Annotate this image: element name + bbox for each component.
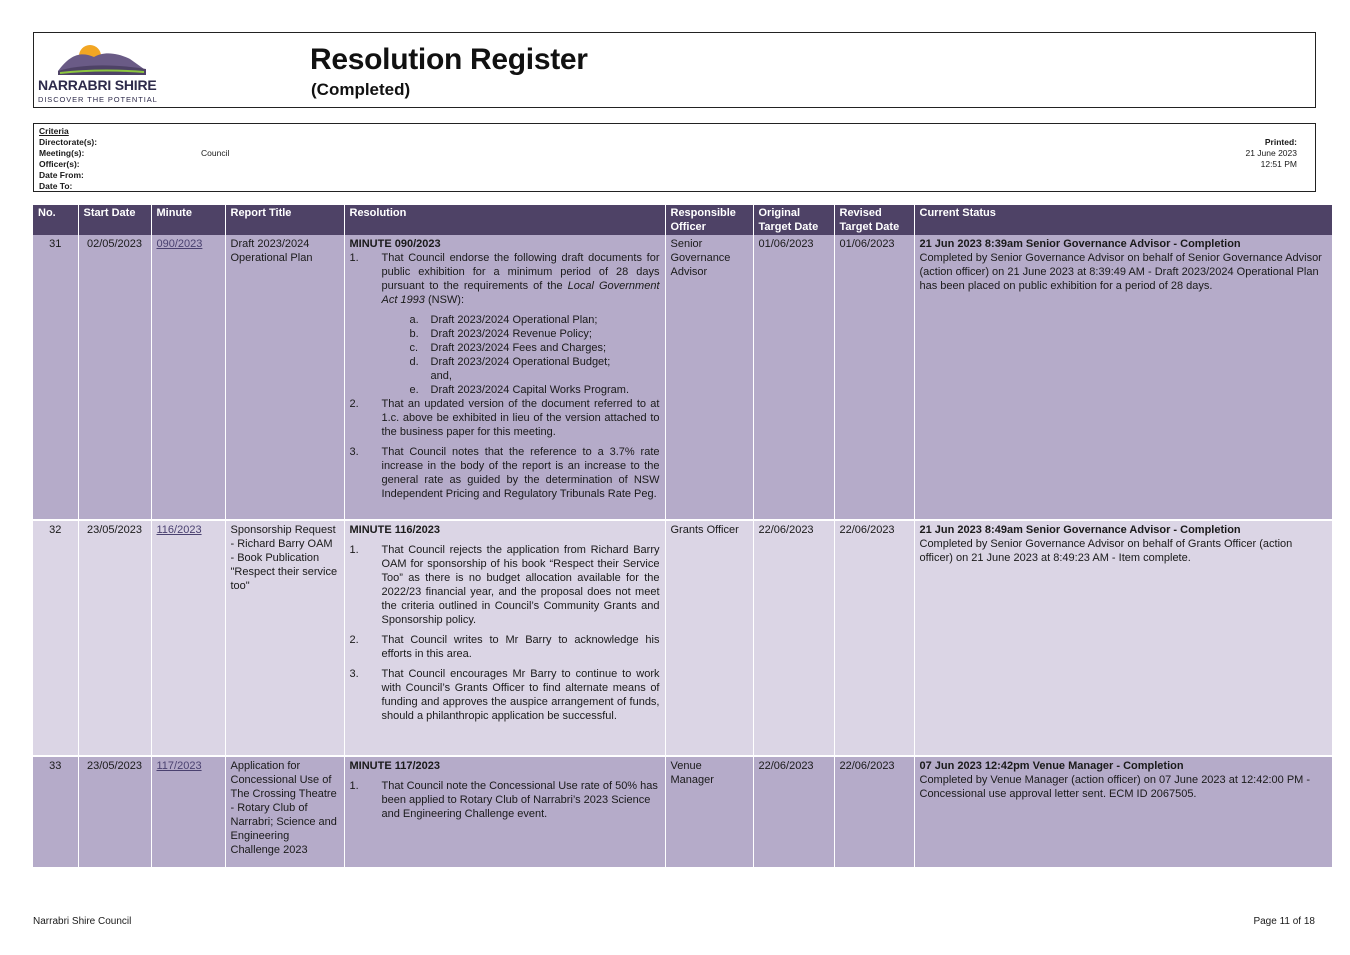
logo-name: NARRABRI SHIRE bbox=[38, 77, 157, 93]
resolution-item bbox=[350, 445, 660, 501]
row-revised-date: 01/06/2023 bbox=[834, 235, 914, 520]
subitem-letter: a. bbox=[409, 314, 419, 326]
subitem-letter: e. bbox=[409, 384, 419, 396]
row-original-date: 01/06/2023 bbox=[753, 235, 834, 520]
table-row bbox=[33, 520, 1332, 756]
resolution-subitem bbox=[350, 383, 660, 397]
row-start-date: 23/05/2023 bbox=[78, 756, 151, 868]
item-text-main: That Council endorse the following draft documents for public exhibition for a minimum period of 28 days pursuant to the requirements of the bbox=[381, 252, 660, 292]
status-heading: 21 Jun 2023 8:49am Senior Governance Advisor - Completion bbox=[919, 524, 1241, 536]
printed-date: 21 June 2023 bbox=[1245, 148, 1297, 158]
subitem-text: Draft 2023/2024 Operational Budget; and, bbox=[430, 356, 611, 382]
row-report-title: Sponsorship Request - Richard Barry OAM - Book Publication "Respect their service too" bbox=[225, 520, 344, 756]
resolution-subitem bbox=[350, 313, 660, 327]
row-resolution bbox=[344, 520, 665, 756]
printed-info bbox=[1245, 137, 1297, 170]
report-header bbox=[33, 32, 1316, 108]
officers-label: Officer(s): bbox=[39, 159, 80, 169]
col-header-original-date: Original Target Date bbox=[753, 205, 834, 235]
row-resolution bbox=[344, 235, 665, 520]
subitem-letter: c. bbox=[409, 342, 419, 354]
row-minute bbox=[151, 235, 225, 520]
item-text: That Council writes to Mr Barry to acknowledge his efforts in this area. bbox=[381, 634, 660, 660]
resolution-item bbox=[350, 633, 660, 661]
resolution-subitem bbox=[350, 327, 660, 341]
row-minute bbox=[151, 520, 225, 756]
minute-link[interactable]: 090/2023 bbox=[156, 238, 203, 250]
minute-link[interactable]: 116/2023 bbox=[156, 524, 202, 536]
row-no: 32 bbox=[33, 520, 78, 756]
item-number: 1. bbox=[349, 252, 359, 264]
directorates-label: Directorate(s): bbox=[39, 137, 98, 147]
printed-label: Printed: bbox=[1264, 137, 1297, 147]
table-header-row bbox=[33, 205, 1332, 235]
resolution-item bbox=[350, 667, 660, 723]
row-original-date: 22/06/2023 bbox=[753, 520, 834, 756]
resolution-heading: MINUTE 116/2023 bbox=[349, 524, 440, 536]
col-header-officer: Responsible Officer bbox=[665, 205, 753, 235]
date-to-label: Date To: bbox=[39, 181, 73, 191]
item-text: That Council encourages Mr Barry to continue to work with Council’s Grants Officer to find alternate means of funding and approves the auspice arrangement of funds, should a philanthropic application be successful. bbox=[381, 668, 660, 722]
col-header-resolution: Resolution bbox=[344, 205, 665, 235]
resolution-subitem bbox=[350, 355, 660, 383]
footer-org: Narrabri Shire Council bbox=[33, 916, 132, 927]
row-no: 33 bbox=[33, 756, 78, 868]
col-header-no: No. bbox=[33, 205, 78, 235]
table-row bbox=[33, 235, 1332, 520]
subitem-text: Draft 2023/2024 Revenue Policy; bbox=[430, 328, 592, 340]
item-act-name: Local Government Act 1993 bbox=[381, 280, 660, 306]
row-report-title: Draft 2023/2024 Operational Plan bbox=[225, 235, 344, 520]
subitem-text: Draft 2023/2024 Capital Works Program. bbox=[430, 384, 629, 396]
row-start-date: 02/05/2023 bbox=[78, 235, 151, 520]
resolution-item bbox=[350, 779, 660, 821]
subitem-letter: b. bbox=[409, 328, 419, 340]
item-text: That Council rejects the application from Richard Barry OAM for sponsorship of his book “Respect their Service Too” as there is no budget allocation available for the 2022/23 financial year, and the proposal does not meet the criteria outlined in Council’s Community Grants and Sponsorship policy. bbox=[381, 544, 660, 626]
meetings-value: Council bbox=[201, 148, 230, 158]
resolution-heading: MINUTE 117/2023 bbox=[349, 760, 440, 772]
item-number: 3. bbox=[349, 668, 359, 680]
col-header-start-date: Start Date bbox=[78, 205, 151, 235]
item-text: That Council note the Concessional Use rate of 50% has been applied to Rotary Club of Narrabri’s 2023 Science and Engineering Challenge event. bbox=[381, 780, 658, 820]
item-text-tail: (NSW): bbox=[427, 294, 465, 306]
item-text: That Council notes that the reference to a 3.7% rate increase in the body of the report is an increase to the general rate as guided by the determination of NSW Independent Pricing and Regulatory Tribunals Rate Peg. bbox=[381, 446, 660, 500]
row-status bbox=[914, 520, 1332, 756]
resolution-heading: MINUTE 090/2023 bbox=[349, 238, 441, 250]
row-status bbox=[914, 756, 1332, 868]
resolution-item bbox=[350, 251, 660, 307]
col-header-status: Current Status bbox=[914, 205, 1332, 235]
status-heading: 07 Jun 2023 12:42pm Venue Manager - Completion bbox=[919, 760, 1184, 772]
page-subtitle: (Completed) bbox=[311, 80, 411, 99]
logo-tagline: DISCOVER THE POTENTIAL bbox=[38, 95, 158, 104]
item-number: 2. bbox=[349, 398, 359, 410]
minute-link[interactable]: 117/2023 bbox=[156, 760, 202, 772]
item-text: That an updated version of the document referred to at 1.c. above be exhibited in lieu of the version attached to the business paper for this meeting. bbox=[381, 398, 660, 438]
subitem-text: Draft 2023/2024 Operational Plan; bbox=[430, 314, 598, 326]
row-report-title: Application for Concessional Use of The Crossing Theatre - Rotary Club of Narrabri; Science and Engineering Challenge 2023 bbox=[225, 756, 344, 868]
resolution-subitem bbox=[350, 341, 660, 355]
criteria-panel bbox=[33, 123, 1316, 192]
row-status bbox=[914, 235, 1332, 520]
date-from-label: Date From: bbox=[39, 170, 84, 180]
subitem-letter: d. bbox=[409, 356, 419, 368]
col-header-revised-date: Revised Target Date bbox=[834, 205, 914, 235]
row-officer: Venue Manager bbox=[665, 756, 753, 868]
footer-page-number: Page 11 of 18 bbox=[1253, 916, 1315, 927]
row-no: 31 bbox=[33, 235, 78, 520]
page-title: Resolution Register bbox=[310, 43, 588, 76]
status-body: Completed by Senior Governance Advisor on behalf of Senior Governance Advisor (action officer) on 21 June 2023 at 8:39:49 AM - Draft 2023/2024 Operational Plan has been placed on public exhibition for a period of 28 days. bbox=[919, 252, 1322, 292]
meetings-label: Meeting(s): bbox=[39, 148, 85, 158]
resolution-table bbox=[33, 205, 1333, 869]
printed-time: 12:51 PM bbox=[1260, 159, 1297, 169]
table-row bbox=[33, 756, 1332, 868]
item-number: 2. bbox=[349, 634, 359, 646]
status-body: Completed by Senior Governance Advisor on behalf of Grants Officer (action officer) on 21 June 2023 at 8:49:23 AM - Item complete. bbox=[919, 538, 1293, 564]
item-text bbox=[382, 251, 660, 307]
row-revised-date: 22/06/2023 bbox=[834, 756, 914, 868]
subitem-text: Draft 2023/2024 Fees and Charges; bbox=[430, 342, 607, 354]
item-number: 3. bbox=[349, 446, 359, 458]
item-number: 1. bbox=[349, 780, 359, 792]
status-body: Completed by Venue Manager (action officer) on 07 June 2023 at 12:42:00 PM - Concessional use approval letter sent. ECM ID 2067505. bbox=[919, 774, 1311, 800]
criteria-heading: Criteria bbox=[39, 126, 69, 136]
row-resolution bbox=[344, 756, 665, 868]
row-original-date: 22/06/2023 bbox=[753, 756, 834, 868]
criteria-labels bbox=[39, 126, 97, 192]
status-heading: 21 Jun 2023 8:39am Senior Governance Advisor - Completion bbox=[919, 238, 1241, 250]
item-number: 1. bbox=[349, 544, 359, 556]
resolution-item bbox=[350, 397, 660, 439]
row-officer: Senior Governance Advisor bbox=[665, 235, 753, 520]
row-revised-date: 22/06/2023 bbox=[834, 520, 914, 756]
col-header-report-title: Report Title bbox=[225, 205, 344, 235]
row-start-date: 23/05/2023 bbox=[78, 520, 151, 756]
row-minute bbox=[151, 756, 225, 868]
row-officer: Grants Officer bbox=[665, 520, 753, 756]
resolution-item bbox=[350, 543, 660, 627]
col-header-minute: Minute bbox=[151, 205, 225, 235]
